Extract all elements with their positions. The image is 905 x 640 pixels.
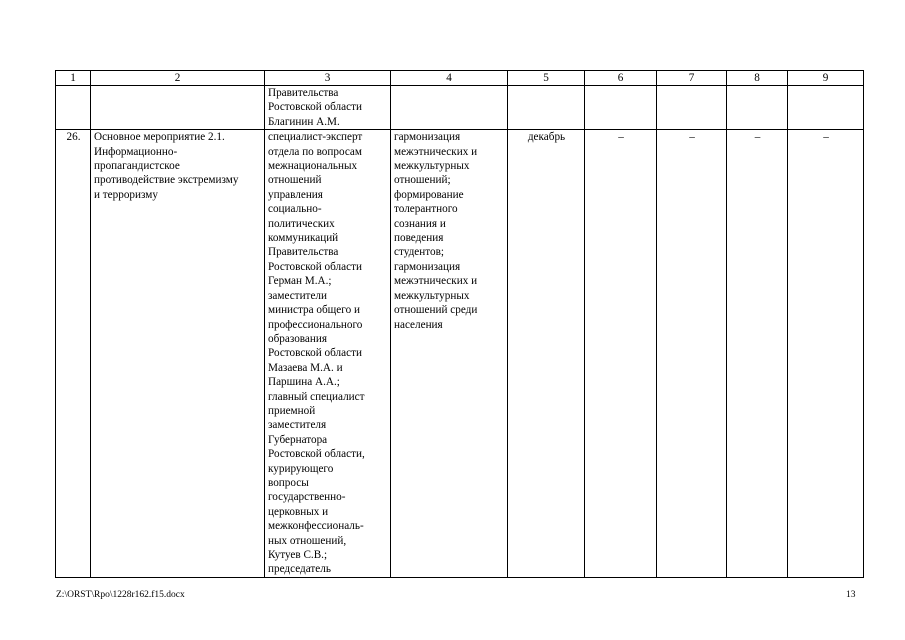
cell-line: Благинин А.М. [268, 115, 340, 128]
column-number: 2 [91, 71, 265, 86]
column-number: 3 [265, 71, 391, 86]
cell-line: образования [268, 332, 328, 345]
cell-line: министра общего и [268, 304, 360, 317]
cell-line: гармонизация [394, 131, 461, 144]
result-cell [391, 130, 508, 578]
cell-line: толерантного [394, 203, 458, 216]
table-row [56, 130, 864, 578]
cell-line: церковных и [268, 505, 329, 518]
cell-line: Ростовской области, [268, 448, 365, 461]
cell-line: пропагандистское [94, 160, 180, 173]
cell-line: Ростовской области [268, 260, 362, 273]
column-number: 4 [391, 71, 508, 86]
cell-line: Правительства [268, 246, 339, 259]
cell-line: заместители [268, 289, 327, 302]
dash-cell: – [727, 130, 788, 578]
file-path: Z:\ORST\Rpo\1228r162.f15.docx [56, 590, 185, 600]
cell-line: Правительства [268, 87, 339, 99]
cell-line: Губернатора [268, 433, 328, 446]
cell-line: профессионального [268, 318, 363, 331]
column-number: 6 [585, 71, 657, 86]
cell-line: Информационно- [94, 145, 178, 158]
cell-line: Герман М.А.; [268, 275, 332, 288]
cell-line: заместителя [268, 419, 327, 432]
row-number: 26. [56, 130, 91, 578]
cell-line: населения [394, 318, 443, 331]
cell-line: Мазаева М.А. и [268, 361, 343, 374]
cell-line: межнациональных [268, 160, 358, 173]
dash-cell: – [788, 130, 864, 578]
cell-line: поведения [394, 232, 444, 245]
cell-line: коммуникаций [268, 232, 339, 245]
column-number: 7 [657, 71, 727, 86]
cell-line: отношений среди [394, 304, 478, 317]
cell-line: Основное мероприятие 2.1. [94, 131, 225, 144]
cell-line: отношений; [394, 174, 451, 187]
cell-line: межкультурных [394, 289, 470, 302]
cell-line: и терроризму [94, 188, 158, 201]
cell-line: межкультурных [394, 160, 470, 173]
cell-line: Паршина А.А.; [268, 376, 340, 389]
dash-cell: – [657, 130, 727, 578]
event-cell [91, 130, 265, 578]
continued-responsible-cell [265, 86, 391, 130]
cell-line: политических [268, 217, 335, 230]
column-number-row [56, 71, 864, 86]
cell-line: отношений [268, 174, 322, 187]
dash-cell: – [585, 130, 657, 578]
column-number: 1 [56, 71, 91, 86]
cell-line: приемной [268, 404, 316, 417]
cell-line: вопросы [268, 476, 309, 489]
cell-line: социально- [268, 203, 322, 216]
cell-line: межэтнических и [394, 145, 478, 158]
cell-line: курирующего [268, 462, 334, 475]
column-number: 9 [788, 71, 864, 86]
cell-line: межэтнических и [394, 275, 478, 288]
cell-line: противодействие экстремизму [94, 174, 239, 187]
cell-line: гармонизация [394, 260, 461, 273]
cell-line: управления [268, 188, 323, 201]
column-number: 5 [508, 71, 585, 86]
cell-line: главный специалист [268, 390, 365, 403]
continued-row [56, 86, 864, 130]
responsible-cell [265, 130, 391, 578]
cell-line: председатель [268, 563, 331, 576]
cell-line: Ростовской области [268, 347, 362, 360]
cell-line: межконфессиональ- [268, 520, 364, 533]
deadline-cell: декабрь [508, 130, 585, 578]
cell-line: государственно- [268, 491, 346, 504]
cell-line: отдела по вопросам [268, 145, 362, 158]
column-number: 8 [727, 71, 788, 86]
page-number: 13 [846, 590, 856, 600]
measures-table [55, 70, 864, 578]
cell-line: специалист-эксперт [268, 131, 363, 144]
cell-line: формирование [394, 188, 464, 201]
cell-line: ных отношений, [268, 534, 347, 547]
cell-line: студентов; [394, 246, 444, 259]
cell-line: сознания и [394, 217, 446, 230]
cell-line: Ростовской области [268, 101, 362, 114]
cell-line: Кутуев С.В.; [268, 549, 328, 561]
